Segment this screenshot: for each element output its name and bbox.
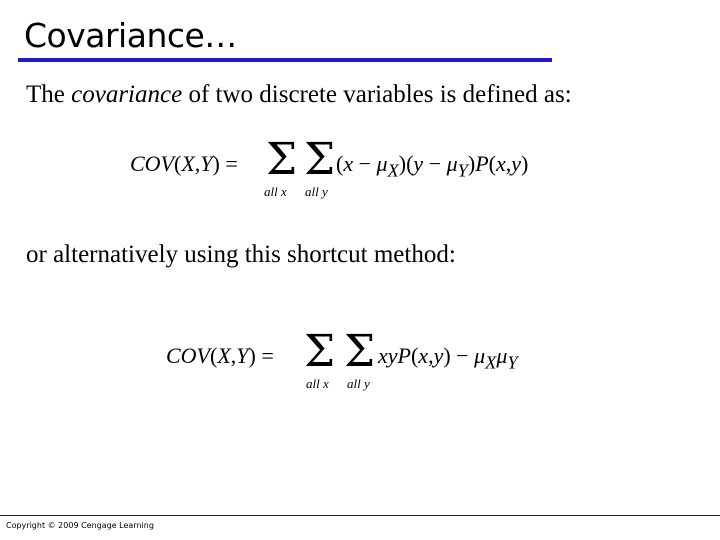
intro-suffix: of two discrete variables is defined as: — [182, 81, 572, 108]
copyright-footer: Copyright © 2009 Cengage Learning — [6, 521, 154, 530]
formula1-body: $(x - \mu_X)(y - \mu_Y)P(x,y)$ — [336, 151, 529, 181]
sum-subscript-y: all y — [347, 376, 370, 391]
alternative-text: or alternatively using this shortcut method: — [26, 241, 456, 268]
covariance-definition-formula — [130, 134, 570, 204]
intro-term: covariance — [71, 81, 183, 108]
sum-subscript-x: all x — [306, 376, 329, 391]
sum-symbol-y: Σ — [344, 326, 376, 377]
sum-symbol-x: Σ — [304, 326, 336, 377]
title-underline — [18, 58, 552, 62]
sum-symbol-y: Σ — [304, 134, 336, 185]
intro-text — [26, 78, 572, 112]
formula1-lhs: COV(X,Y) = — [130, 151, 238, 176]
slide-title: Covariance… — [24, 16, 237, 55]
formula2-body: $xyP(x,y) - \mu_X\mu_Y$ — [378, 343, 518, 373]
sum-subscript-y: all y — [305, 184, 328, 199]
formula2-lhs: COV(X,Y) = — [166, 343, 274, 368]
sum-symbol-x: Σ — [266, 134, 298, 185]
covariance-shortcut-formula — [166, 326, 556, 396]
intro-prefix: The — [26, 81, 72, 108]
footer-divider — [0, 515, 720, 516]
sum-subscript-x: all x — [264, 184, 287, 199]
